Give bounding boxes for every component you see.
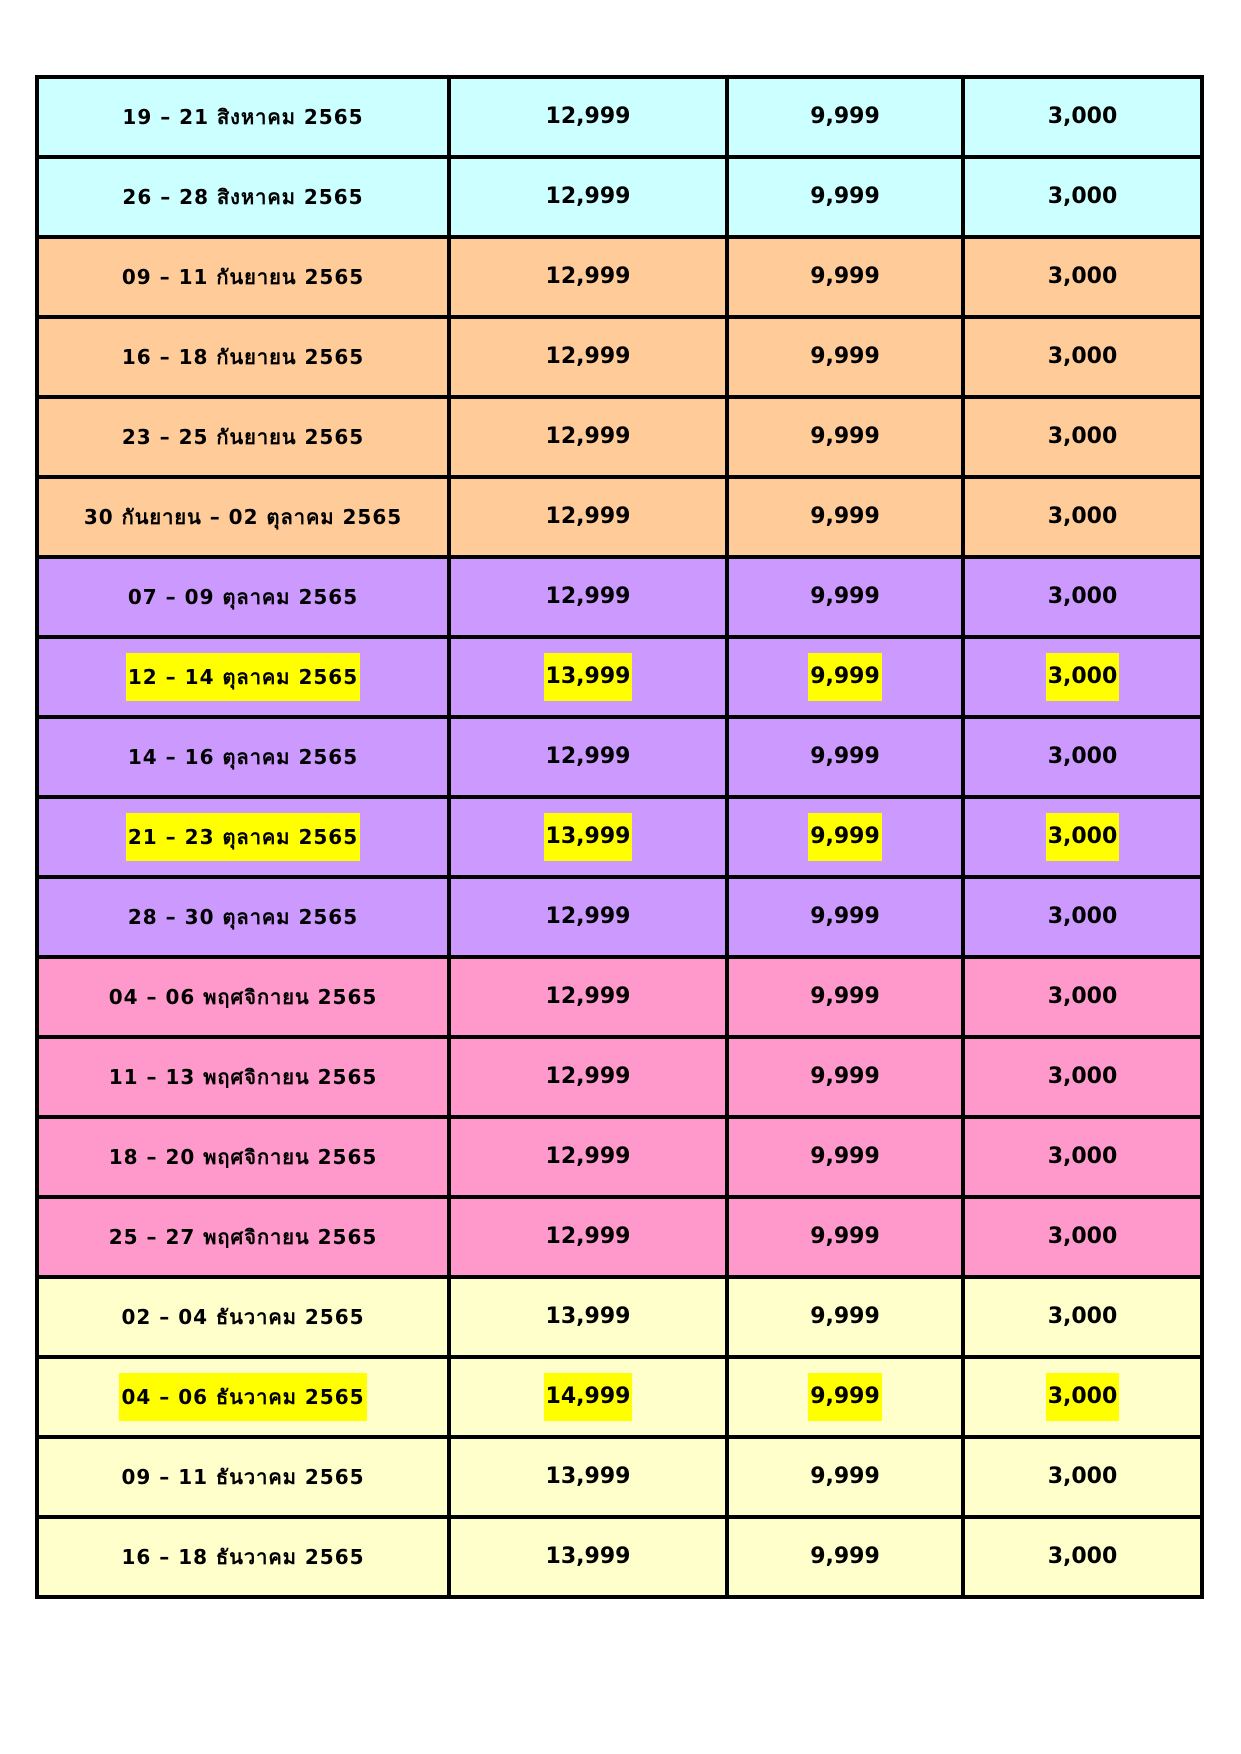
travel-date-cell xyxy=(37,957,449,1037)
travel-date-cell-text: 07 – 09 ตุลาคม 2565 xyxy=(127,585,359,609)
table-row xyxy=(37,1037,1202,1117)
price-cell-1 xyxy=(449,317,727,397)
price-cell-2-text: 9,999 xyxy=(810,1464,880,1489)
price-cell-1 xyxy=(449,237,727,317)
price-cell-3-text: 3,000 xyxy=(1047,1464,1118,1489)
price-cell-2 xyxy=(727,1437,963,1517)
travel-date-cell-text: 26 – 28 สิงหาคม 2565 xyxy=(122,185,364,209)
table-row xyxy=(37,1117,1202,1197)
price-cell-3-text: 3,000 xyxy=(1047,264,1118,289)
price-cell-2-text: 9,999 xyxy=(810,984,880,1009)
table-row xyxy=(37,557,1202,637)
travel-date-cell-text: 25 – 27 พฤศจิกายน 2565 xyxy=(108,1225,378,1249)
price-cell-3-text: 3,000 xyxy=(1047,904,1118,929)
travel-date-cell xyxy=(37,1197,449,1277)
price-cell-3-text: 3,000 xyxy=(1046,1373,1120,1421)
travel-date-cell xyxy=(37,1517,449,1597)
travel-date-cell xyxy=(37,797,449,877)
price-cell-3 xyxy=(963,317,1202,397)
price-cell-1 xyxy=(449,1197,727,1277)
price-cell-1-text: 12,999 xyxy=(545,184,631,209)
price-cell-2-text: 9,999 xyxy=(810,1144,880,1169)
price-cell-2-text: 9,999 xyxy=(810,1224,880,1249)
price-cell-1-text: 12,999 xyxy=(545,904,631,929)
price-cell-2 xyxy=(727,797,963,877)
travel-date-cell xyxy=(37,557,449,637)
price-cell-2-text: 9,999 xyxy=(810,904,880,929)
travel-date-cell xyxy=(37,317,449,397)
travel-date-cell-text: 23 – 25 กันยายน 2565 xyxy=(121,425,365,449)
price-cell-2 xyxy=(727,157,963,237)
price-cell-1-text: 12,999 xyxy=(545,744,631,769)
price-cell-1 xyxy=(449,397,727,477)
price-cell-2-text: 9,999 xyxy=(810,344,880,369)
travel-date-cell-text: 21 – 23 ตุลาคม 2565 xyxy=(126,813,360,861)
price-cell-3 xyxy=(963,237,1202,317)
price-cell-1 xyxy=(449,1117,727,1197)
price-cell-3 xyxy=(963,1517,1202,1597)
price-cell-3-text: 3,000 xyxy=(1047,1064,1118,1089)
price-cell-3 xyxy=(963,1117,1202,1197)
price-cell-3-text: 3,000 xyxy=(1047,1304,1118,1329)
price-cell-2 xyxy=(727,1037,963,1117)
price-cell-3-text: 3,000 xyxy=(1047,1544,1118,1569)
price-cell-1 xyxy=(449,1437,727,1517)
travel-date-cell-text: 11 – 13 พฤศจิกายน 2565 xyxy=(108,1065,378,1089)
price-cell-1-text: 12,999 xyxy=(545,984,631,1009)
price-cell-1 xyxy=(449,1357,727,1437)
travel-date-cell xyxy=(37,77,449,157)
price-cell-3-text: 3,000 xyxy=(1047,104,1118,129)
price-cell-3 xyxy=(963,957,1202,1037)
price-cell-2-text: 9,999 xyxy=(808,653,882,701)
price-cell-3 xyxy=(963,1277,1202,1357)
price-cell-1 xyxy=(449,717,727,797)
table-row xyxy=(37,797,1202,877)
table-row xyxy=(37,1437,1202,1517)
travel-date-cell xyxy=(37,397,449,477)
price-cell-1-text: 12,999 xyxy=(545,584,631,609)
price-cell-1 xyxy=(449,877,727,957)
price-cell-1-text: 12,999 xyxy=(545,344,631,369)
price-cell-2 xyxy=(727,1277,963,1357)
travel-date-cell-text: 02 – 04 ธันวาคม 2565 xyxy=(121,1305,365,1329)
price-cell-3 xyxy=(963,77,1202,157)
table-row xyxy=(37,237,1202,317)
price-cell-3 xyxy=(963,157,1202,237)
price-table-body xyxy=(37,77,1202,1597)
price-cell-2 xyxy=(727,77,963,157)
travel-date-cell-text: 14 – 16 ตุลาคม 2565 xyxy=(127,745,359,769)
price-cell-3-text: 3,000 xyxy=(1047,584,1118,609)
price-cell-2-text: 9,999 xyxy=(810,744,880,769)
price-cell-3-text: 3,000 xyxy=(1047,1144,1118,1169)
price-cell-2 xyxy=(727,877,963,957)
price-cell-1-text: 13,999 xyxy=(544,813,633,861)
travel-date-cell-text: 16 – 18 ธันวาคม 2565 xyxy=(121,1545,365,1569)
price-cell-2 xyxy=(727,557,963,637)
travel-date-cell xyxy=(37,237,449,317)
price-cell-1 xyxy=(449,1037,727,1117)
price-cell-1-text: 13,999 xyxy=(545,1544,631,1569)
price-cell-2-text: 9,999 xyxy=(810,104,880,129)
price-cell-1-text: 13,999 xyxy=(545,1464,631,1489)
price-cell-1-text: 12,999 xyxy=(545,1064,631,1089)
price-cell-3-text: 3,000 xyxy=(1047,184,1118,209)
travel-date-cell-text: 04 – 06 ธันวาคม 2565 xyxy=(119,1373,366,1421)
price-cell-2-text: 9,999 xyxy=(808,813,882,861)
travel-date-cell xyxy=(37,477,449,557)
price-cell-3 xyxy=(963,1437,1202,1517)
price-cell-1 xyxy=(449,957,727,1037)
price-cell-2-text: 9,999 xyxy=(810,584,880,609)
price-cell-2 xyxy=(727,237,963,317)
travel-date-cell xyxy=(37,717,449,797)
price-cell-2 xyxy=(727,1197,963,1277)
price-cell-3-text: 3,000 xyxy=(1047,344,1118,369)
price-cell-2 xyxy=(727,1357,963,1437)
price-cell-3 xyxy=(963,397,1202,477)
travel-date-cell-text: 09 – 11 กันยายน 2565 xyxy=(121,265,365,289)
price-cell-1-text: 12,999 xyxy=(545,504,631,529)
price-cell-3 xyxy=(963,1037,1202,1117)
table-row xyxy=(37,957,1202,1037)
price-cell-2-text: 9,999 xyxy=(808,1373,882,1421)
table-row xyxy=(37,877,1202,957)
table-row xyxy=(37,637,1202,717)
price-cell-2-text: 9,999 xyxy=(810,504,880,529)
travel-date-cell-text: 12 – 14 ตุลาคม 2565 xyxy=(126,653,360,701)
price-cell-2 xyxy=(727,637,963,717)
travel-date-cell-text: 28 – 30 ตุลาคม 2565 xyxy=(127,905,359,929)
price-cell-3 xyxy=(963,1197,1202,1277)
price-cell-3-text: 3,000 xyxy=(1046,653,1120,701)
price-cell-2 xyxy=(727,1117,963,1197)
price-cell-1 xyxy=(449,77,727,157)
travel-date-cell xyxy=(37,877,449,957)
price-cell-3-text: 3,000 xyxy=(1047,504,1118,529)
price-cell-1 xyxy=(449,637,727,717)
price-cell-3 xyxy=(963,557,1202,637)
travel-date-cell-text: 04 – 06 พฤศจิกายน 2565 xyxy=(108,985,378,1009)
price-cell-2-text: 9,999 xyxy=(810,1304,880,1329)
table-row xyxy=(37,1357,1202,1437)
price-cell-2 xyxy=(727,1517,963,1597)
travel-date-cell xyxy=(37,637,449,717)
price-cell-3 xyxy=(963,877,1202,957)
table-row xyxy=(37,77,1202,157)
price-cell-1-text: 12,999 xyxy=(545,104,631,129)
travel-date-cell xyxy=(37,1277,449,1357)
table-row xyxy=(37,1517,1202,1597)
travel-date-cell-text: 18 – 20 พฤศจิกายน 2565 xyxy=(108,1145,378,1169)
price-cell-2-text: 9,999 xyxy=(810,1064,880,1089)
price-cell-3-text: 3,000 xyxy=(1047,424,1118,449)
price-cell-1 xyxy=(449,157,727,237)
travel-date-cell-text: 16 – 18 กันยายน 2565 xyxy=(121,345,365,369)
price-cell-3 xyxy=(963,1357,1202,1437)
travel-date-cell xyxy=(37,1357,449,1437)
travel-date-cell-text: 19 – 21 สิงหาคม 2565 xyxy=(122,105,364,129)
table-row xyxy=(37,1197,1202,1277)
price-cell-2 xyxy=(727,477,963,557)
travel-date-cell xyxy=(37,1037,449,1117)
travel-date-cell xyxy=(37,1437,449,1517)
price-cell-1-text: 13,999 xyxy=(544,653,633,701)
price-cell-3-text: 3,000 xyxy=(1047,1224,1118,1249)
price-cell-1 xyxy=(449,1277,727,1357)
price-cell-2 xyxy=(727,397,963,477)
price-cell-3 xyxy=(963,477,1202,557)
price-cell-2 xyxy=(727,957,963,1037)
travel-date-cell-text: 09 – 11 ธันวาคม 2565 xyxy=(121,1465,365,1489)
price-cell-2-text: 9,999 xyxy=(810,1544,880,1569)
travel-date-cell xyxy=(37,157,449,237)
travel-date-cell-text: 30 กันยายน – 02 ตุลาคม 2565 xyxy=(83,505,403,529)
price-cell-1 xyxy=(449,477,727,557)
price-cell-3 xyxy=(963,717,1202,797)
price-cell-1 xyxy=(449,557,727,637)
price-cell-1-text: 12,999 xyxy=(545,264,631,289)
table-row xyxy=(37,717,1202,797)
price-cell-3-text: 3,000 xyxy=(1047,744,1118,769)
price-cell-2-text: 9,999 xyxy=(810,264,880,289)
price-cell-2-text: 9,999 xyxy=(810,424,880,449)
price-cell-3-text: 3,000 xyxy=(1046,813,1120,861)
price-cell-1-text: 12,999 xyxy=(545,1224,631,1249)
table-row xyxy=(37,1277,1202,1357)
price-cell-1-text: 12,999 xyxy=(545,1144,631,1169)
table-row xyxy=(37,157,1202,237)
price-cell-3-text: 3,000 xyxy=(1047,984,1118,1009)
price-cell-3 xyxy=(963,637,1202,717)
tour-price-table xyxy=(35,75,1204,1599)
price-cell-1-text: 13,999 xyxy=(545,1304,631,1329)
table-row xyxy=(37,317,1202,397)
price-cell-2 xyxy=(727,317,963,397)
travel-date-cell xyxy=(37,1117,449,1197)
price-cell-3 xyxy=(963,797,1202,877)
table-row xyxy=(37,477,1202,557)
price-cell-2 xyxy=(727,717,963,797)
price-cell-1-text: 12,999 xyxy=(545,424,631,449)
price-cell-1-text: 14,999 xyxy=(544,1373,633,1421)
price-cell-1 xyxy=(449,1517,727,1597)
price-cell-1 xyxy=(449,797,727,877)
price-cell-2-text: 9,999 xyxy=(810,184,880,209)
table-row xyxy=(37,397,1202,477)
